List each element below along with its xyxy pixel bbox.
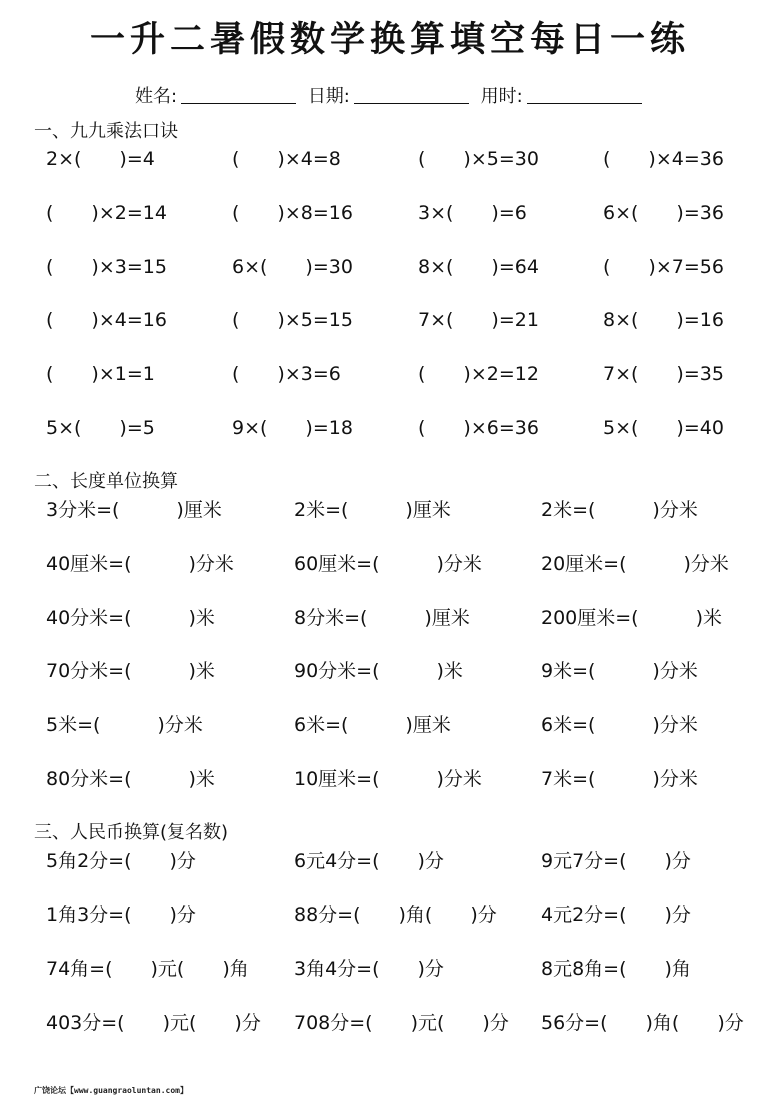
section-title: 三、人民币换算(复名数) bbox=[34, 822, 229, 843]
exercise-item[interactable]: 7米=( )分米 bbox=[541, 768, 698, 790]
exercise-item[interactable]: ( )×4=8 bbox=[232, 148, 341, 170]
exercise-item[interactable]: 70分米=( )米 bbox=[46, 660, 215, 682]
exercise-item[interactable]: 56分=( )角( )分 bbox=[541, 1012, 744, 1034]
date-blank-line[interactable] bbox=[354, 87, 469, 104]
exercise-item[interactable]: 10厘米=( )分米 bbox=[294, 768, 482, 790]
section-title: 二、长度单位换算 bbox=[34, 471, 178, 492]
exercise-item[interactable]: ( )×4=36 bbox=[603, 148, 724, 170]
exercise-item[interactable]: 8×( )=64 bbox=[418, 256, 539, 278]
exercise-item[interactable]: 4元2分=( )分 bbox=[541, 904, 691, 926]
date-label: 日期: bbox=[307, 86, 350, 107]
date-field bbox=[308, 82, 469, 108]
exercise-item[interactable]: 40分米=( )米 bbox=[46, 607, 215, 629]
exercise-item[interactable]: 5米=( )分米 bbox=[46, 714, 203, 736]
exercise-item[interactable]: 6×( )=30 bbox=[232, 256, 353, 278]
exercise-item[interactable]: 7×( )=35 bbox=[603, 363, 724, 385]
student-info-row bbox=[135, 82, 648, 108]
exercise-item[interactable]: 1角3分=( )分 bbox=[46, 904, 196, 926]
exercise-item[interactable]: ( )×3=6 bbox=[232, 363, 341, 385]
exercise-item[interactable]: 5×( )=5 bbox=[46, 417, 155, 439]
exercise-item[interactable]: 8×( )=16 bbox=[603, 309, 724, 331]
exercise-item[interactable]: ( )×4=16 bbox=[46, 309, 167, 331]
exercise-item[interactable]: 8分米=( )厘米 bbox=[294, 607, 470, 629]
exercise-item[interactable]: 9米=( )分米 bbox=[541, 660, 698, 682]
exercise-item[interactable]: ( )×2=12 bbox=[418, 363, 539, 385]
exercise-item[interactable]: 6×( )=36 bbox=[603, 202, 724, 224]
section-title: 一、九九乘法口诀 bbox=[34, 121, 178, 142]
name-label: 姓名: bbox=[135, 86, 178, 107]
exercise-item[interactable]: 2米=( )厘米 bbox=[294, 499, 451, 521]
exercise-item[interactable]: ( )×8=16 bbox=[232, 202, 353, 224]
exercise-item[interactable]: ( )×7=56 bbox=[603, 256, 724, 278]
name-field bbox=[135, 82, 296, 108]
exercise-item[interactable]: 708分=( )元( )分 bbox=[294, 1012, 509, 1034]
worksheet-title: 一升二暑假数学换算填空每日一练 bbox=[89, 19, 690, 60]
exercise-item[interactable]: 3角4分=( )分 bbox=[294, 958, 444, 980]
exercise-item[interactable]: 200厘米=( )米 bbox=[541, 607, 723, 629]
exercise-item[interactable]: 6元4分=( )分 bbox=[294, 850, 444, 872]
exercise-item[interactable]: ( )×2=14 bbox=[46, 202, 167, 224]
exercise-item[interactable]: 3×( )=6 bbox=[418, 202, 527, 224]
name-blank-line[interactable] bbox=[181, 87, 296, 104]
time-blank-line[interactable] bbox=[527, 87, 642, 104]
exercise-item[interactable]: 7×( )=21 bbox=[418, 309, 539, 331]
exercise-item[interactable]: 20厘米=( )分米 bbox=[541, 553, 729, 575]
exercise-item[interactable]: 80分米=( )米 bbox=[46, 768, 215, 790]
exercise-item[interactable]: 403分=( )元( )分 bbox=[46, 1012, 261, 1034]
time-field bbox=[481, 82, 642, 108]
exercise-item[interactable]: 6米=( )厘米 bbox=[294, 714, 451, 736]
footer-source: 广饶论坛【www.guangraoluntan.com】 bbox=[34, 1086, 188, 1095]
time-label: 用时: bbox=[480, 86, 523, 107]
exercise-item[interactable]: 5×( )=40 bbox=[603, 417, 724, 439]
exercise-item[interactable]: 6米=( )分米 bbox=[541, 714, 698, 736]
exercise-item[interactable]: 40厘米=( )分米 bbox=[46, 553, 234, 575]
exercise-item[interactable]: 5角2分=( )分 bbox=[46, 850, 196, 872]
exercise-item[interactable]: 88分=( )角( )分 bbox=[294, 904, 497, 926]
exercise-item[interactable]: 2×( )=4 bbox=[46, 148, 155, 170]
exercise-item[interactable]: ( )×1=1 bbox=[46, 363, 155, 385]
exercise-item[interactable]: 3分米=( )厘米 bbox=[46, 499, 222, 521]
exercise-item[interactable]: ( )×5=30 bbox=[418, 148, 539, 170]
exercise-item[interactable]: 2米=( )分米 bbox=[541, 499, 698, 521]
exercise-item[interactable]: ( )×5=15 bbox=[232, 309, 353, 331]
exercise-item[interactable]: 9×( )=18 bbox=[232, 417, 353, 439]
exercise-item[interactable]: ( )×3=15 bbox=[46, 256, 167, 278]
exercise-item[interactable]: ( )×6=36 bbox=[418, 417, 539, 439]
exercise-item[interactable]: 60厘米=( )分米 bbox=[294, 553, 482, 575]
exercise-item[interactable]: 8元8角=( )角 bbox=[541, 958, 691, 980]
exercise-item[interactable]: 74角=( )元( )角 bbox=[46, 958, 249, 980]
exercise-item[interactable]: 90分米=( )米 bbox=[294, 660, 463, 682]
exercise-item[interactable]: 9元7分=( )分 bbox=[541, 850, 691, 872]
